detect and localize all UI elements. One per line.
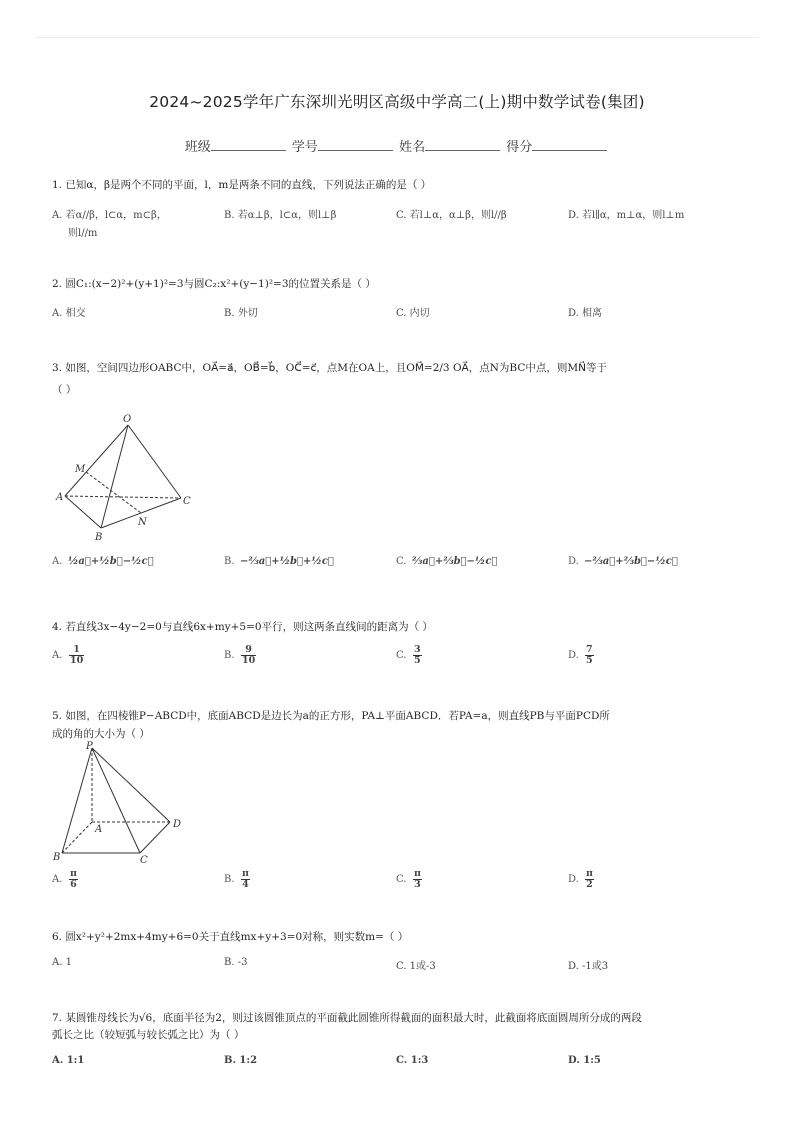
q5-a-num: π [70, 868, 77, 879]
q2-option-b[interactable]: B. 外切 [224, 308, 258, 319]
label-N: N [138, 517, 147, 528]
id-blank[interactable] [318, 138, 393, 151]
q4-c-num: 3 [414, 644, 421, 655]
question-3-stem: 3. 如图，空间四边形OABC中，OA⃗=a⃗，OB⃗=b⃗，OC⃗=c⃗，点M在OA上，且OM⃗=2/3 OA⃗，点N为BC中点，则MN⃗等于 [52, 362, 607, 374]
edge-PC [92, 748, 140, 853]
q4-option-a-frac [69, 645, 84, 666]
page-title: 2024~2025学年广东深圳光明区高级中学高二(上)期中数学试卷(集团) [149, 93, 645, 111]
q1-option-d[interactable]: D. 若l∥α，m⊥α，则l⊥m [568, 210, 685, 221]
label-A: A [56, 492, 64, 503]
q3-option-a-expr: ½a⃗+½b⃗−½c⃗ [68, 556, 154, 567]
edge-AC-hidden [65, 496, 181, 498]
q3-option-b-key: B. [224, 556, 235, 567]
name-label: 姓名 [399, 140, 426, 155]
q6-option-a[interactable]: A. 1 [52, 957, 72, 968]
q4-a-den: 10 [70, 655, 84, 666]
q6-option-c[interactable]: C. 1或-3 [396, 961, 436, 972]
q4-option-c[interactable] [396, 645, 423, 666]
q4-option-c-frac [413, 645, 422, 666]
id-label: 学号 [291, 140, 318, 155]
q1-option-b[interactable]: B. 若α⊥β，l⊂α，则l⊥β [224, 210, 337, 221]
label-D: D [173, 819, 182, 830]
q3-option-d[interactable] [568, 556, 678, 567]
q6-option-b[interactable]: B. -3 [224, 957, 248, 968]
label-C: C [140, 855, 148, 865]
question-7-stem: 7. 某圆锥母线长为√6，底面半径为2，则过该圆锥顶点的平面截此圆锥所得截面的面积最大时，此截面将底面圆周所分成的两段 [52, 1012, 642, 1024]
label-P: P [86, 741, 93, 752]
q1-option-a-cont: 则l//m [68, 228, 98, 239]
q3-option-c-key: C. [396, 556, 407, 567]
q4-option-d[interactable] [568, 645, 595, 666]
label-A: A [95, 824, 103, 835]
q5-option-c-frac [413, 869, 422, 890]
q4-b-den: 10 [242, 655, 256, 666]
question-4-stem: 4. 若直线3x−4y−2=0与直线6x+my+5=0平行，则这两条直线间的距离为（ ） [52, 621, 433, 633]
q4-option-b-frac [241, 645, 256, 666]
question-3-stem-cont: （ ） [52, 384, 77, 396]
q4-d-den: 5 [586, 655, 593, 666]
name-blank[interactable] [425, 138, 500, 151]
question-5-stem-cont: 成的角的大小为（ ） [52, 728, 150, 740]
q4-option-a-key: A. [52, 650, 63, 661]
q4-d-num: 7 [586, 644, 593, 655]
q3-tetrahedron-figure [55, 410, 205, 545]
q3-option-d-expr: −⅔a⃗+⅔b⃗−½c⃗ [584, 556, 678, 567]
class-blank[interactable] [211, 138, 286, 151]
q5-option-c-key: C. [396, 874, 407, 885]
score-label: 得分 [506, 140, 533, 155]
header-divider [36, 37, 758, 38]
q5-c-num: π [414, 868, 421, 879]
q2-option-d[interactable]: D. 相离 [568, 308, 603, 319]
q7-option-b[interactable]: B. 1:2 [224, 1055, 258, 1066]
edge-CD [140, 822, 170, 853]
edge-PD [92, 748, 170, 822]
q5-option-b-key: B. [224, 874, 235, 885]
q1-option-a[interactable]: A. 若α//β，l⊂α，m⊂β， [52, 210, 167, 221]
student-info-line [0, 136, 794, 155]
q3-option-b-expr: −⅔a⃗+½b⃗+½c⃗ [240, 556, 334, 567]
label-B: B [95, 532, 103, 543]
q5-option-b-frac [241, 869, 250, 890]
q1-option-c[interactable]: C. 若l⊥α，α⊥β，则l//β [396, 210, 507, 221]
q5-option-b[interactable] [224, 869, 251, 890]
question-2-stem: 2. 圆C₁:(x−2)²+(y+1)²=3与圆C₂:x²+(y−1)²=3的位置关系是（ ） [52, 278, 376, 290]
q4-option-a[interactable] [52, 645, 85, 666]
label-C: C [183, 496, 191, 507]
edge-AB [65, 496, 101, 528]
q7-option-d[interactable]: D. 1:5 [568, 1055, 601, 1066]
q4-option-d-frac [585, 645, 594, 666]
q4-c-den: 5 [414, 655, 421, 666]
edge-OC [128, 425, 181, 498]
segment-MN [86, 472, 141, 513]
q4-option-c-key: C. [396, 650, 407, 661]
q7-option-c[interactable]: C. 1:3 [396, 1055, 429, 1066]
q3-option-b[interactable] [224, 556, 334, 567]
q5-d-num: π [586, 868, 593, 879]
question-6-stem: 6. 圆x²+y²+2mx+4my+6=0关于直线mx+y+3=0对称，则实数m=（ ） [52, 931, 409, 943]
q5-option-d-key: D. [568, 874, 579, 885]
q5-option-a-key: A. [52, 874, 63, 885]
q3-option-c-expr: ⅔a⃗+⅔b⃗−½c⃗ [412, 556, 498, 567]
q4-option-b-key: B. [224, 650, 235, 661]
q5-d-den: 2 [586, 879, 593, 890]
q5-option-a[interactable] [52, 869, 79, 890]
q5-c-den: 3 [414, 879, 421, 890]
q2-option-c[interactable]: C. 内切 [396, 308, 430, 319]
q5-pyramid-figure [52, 740, 192, 865]
q4-b-num: 9 [241, 645, 256, 656]
q2-option-a[interactable]: A. 相交 [52, 308, 86, 319]
question-1-stem: 1. 已知α，β是两个不同的平面，l，m是两条不同的直线，下列说法正确的是（ ） [52, 179, 432, 191]
q5-option-c[interactable] [396, 869, 423, 890]
label-O: O [123, 414, 132, 425]
label-M: M [75, 464, 86, 475]
score-blank[interactable] [532, 138, 607, 151]
q6-option-d[interactable]: D. -1或3 [568, 961, 609, 972]
label-B: B [53, 852, 61, 863]
q5-option-a-frac [69, 869, 78, 890]
q3-option-a-key: A. [52, 556, 63, 567]
q5-a-den: 6 [70, 879, 77, 890]
q3-option-a[interactable] [52, 556, 154, 567]
question-7-stem-cont: 弧长之比（较短弧与较长弧之比）为（ ） [52, 1029, 245, 1041]
q3-option-c[interactable] [396, 556, 497, 567]
q4-option-d-key: D. [568, 650, 579, 661]
class-label: 班级 [184, 140, 211, 155]
q5-b-den: 4 [242, 879, 249, 890]
q5-option-d[interactable] [568, 869, 595, 890]
q4-a-num: 1 [69, 645, 84, 656]
q3-option-d-key: D. [568, 556, 579, 567]
q5-option-d-frac [585, 869, 594, 890]
q4-option-b[interactable] [224, 645, 257, 666]
question-5-stem: 5. 如图，在四棱锥P−ABCD中，底面ABCD是边长为a的正方形，PA⊥平面ABCD．若PA=a，则直线PB与平面PCD所 [52, 710, 610, 722]
q7-option-a[interactable]: A. 1:1 [52, 1055, 85, 1066]
q5-b-num: π [242, 868, 249, 879]
